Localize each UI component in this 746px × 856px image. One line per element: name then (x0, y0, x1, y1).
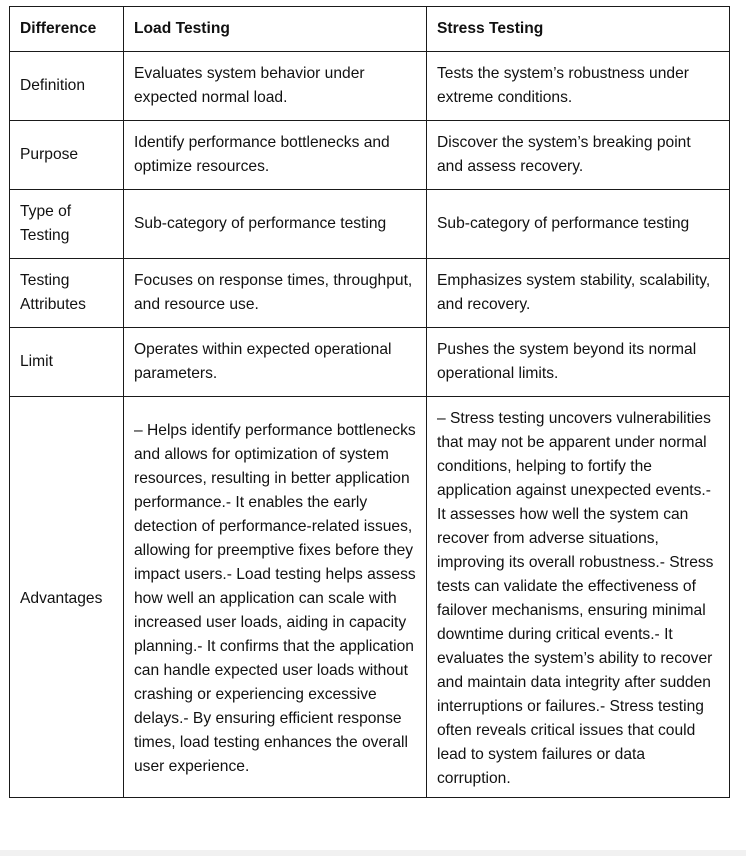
table-header-row (10, 7, 730, 52)
header-stress-testing: Stress Testing (427, 7, 730, 52)
row-label-advantages: Advantages (10, 397, 124, 798)
row-label-limit: Limit (10, 328, 124, 397)
row-label-testing-attributes: Testing Attributes (10, 259, 124, 328)
table-row (10, 190, 730, 259)
header-load-testing: Load Testing (124, 7, 427, 52)
cell-stress-advantages: – Stress testing uncovers vulnerabilities that may not be apparent under normal conditions, helping to fortify the application against unexpected events.- It assesses how well the system can recover from adverse situations, improving its overall robustness.- Stress tests can validate the effectiveness of failover mechanisms, ensuring minimal downtime during critical events.- It evaluates the system’s ability to recover and maintain data integrity after sudden interruptions or failures.- Stress testing often reveals critical issues that could lead to system failures or data corruption. (427, 397, 730, 798)
cell-stress-limit: Pushes the system beyond its normal operational limits. (427, 328, 730, 397)
table-row (10, 52, 730, 121)
cell-stress-definition: Tests the system’s robustness under extreme conditions. (427, 52, 730, 121)
table-row (10, 397, 730, 798)
row-label-purpose: Purpose (10, 121, 124, 190)
cell-stress-purpose: Discover the system’s breaking point and assess recovery. (427, 121, 730, 190)
table-row (10, 328, 730, 397)
table-row (10, 259, 730, 328)
cell-stress-testing-attributes: Emphasizes system stability, scalability, and recovery. (427, 259, 730, 328)
cell-load-advantages: – Helps identify performance bottlenecks and allows for optimization of system resources, resulting in better application performance.- It enables the early detection of performance-related issues, allowing for preemptive fixes before they impact users.- Load testing helps assess how well an application can scale with increased user loads, aiding in capacity planning.- It confirms that the application can handle expected user loads without crashing or experiencing excessive delays.- By ensuring efficient response times, load testing enhances the overall user experience. (124, 397, 427, 798)
cell-load-purpose: Identify performance bottlenecks and optimize resources. (124, 121, 427, 190)
cell-load-limit: Operates within expected operational parameters. (124, 328, 427, 397)
header-difference: Difference (10, 7, 124, 52)
row-label-type-of-testing: Type of Testing (10, 190, 124, 259)
table-row (10, 121, 730, 190)
cell-load-testing-attributes: Focuses on response times, throughput, and resource use. (124, 259, 427, 328)
row-label-definition: Definition (10, 52, 124, 121)
cell-load-type-of-testing: Sub-category of performance testing (124, 190, 427, 259)
cell-stress-type-of-testing: Sub-category of performance testing (427, 190, 730, 259)
cell-load-definition: Evaluates system behavior under expected normal load. (124, 52, 427, 121)
bottom-divider (0, 850, 746, 856)
comparison-table (9, 6, 730, 798)
